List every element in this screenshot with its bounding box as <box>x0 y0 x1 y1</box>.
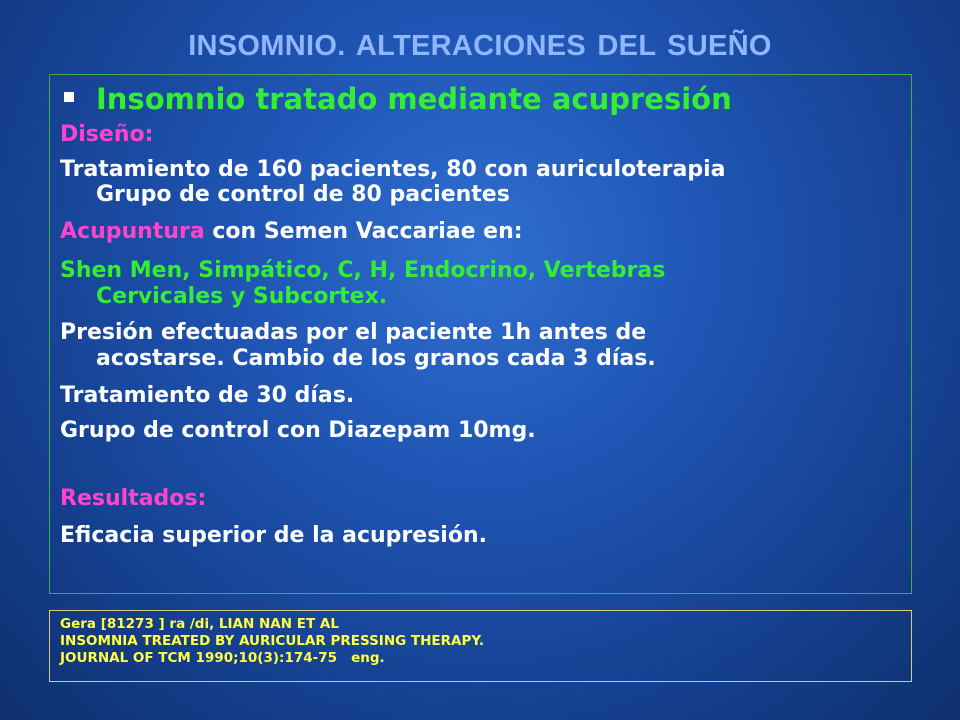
main-heading: Insomnio tratado mediante acupresión <box>96 82 732 116</box>
pressure-line-1: Presión efectuadas por el paciente 1h antes de <box>60 320 647 345</box>
design-label: Diseño: <box>60 122 154 147</box>
results-text: Eficacia superior de la acupresión. <box>60 523 487 548</box>
treatment-line-2: Grupo de control de 80 pacientes <box>96 182 510 207</box>
slide-title: INSOMNIO. ALTERACIONES DEL SUEÑO <box>188 30 772 62</box>
points-line-1: Shen Men, Simpático, C, H, Endocrino, Vertebras <box>60 258 666 283</box>
duration-line: Tratamiento de 30 días. <box>60 383 355 408</box>
reference-line-2: INSOMNIA TREATED BY AURICULAR PRESSING THERAPY. <box>60 633 485 649</box>
reference-box <box>49 610 912 682</box>
reference-line-1: Gera [81273 ] ra /di, LIAN NAN ET AL <box>60 616 339 632</box>
results-label: Resultados: <box>60 486 207 511</box>
square-bullet-icon <box>64 92 74 102</box>
content-box <box>49 74 912 594</box>
acupuncture-rest: con Semen Vaccariae en: <box>204 219 523 244</box>
reference-line-3: JOURNAL OF TCM 1990;10(3):174-75 eng. <box>60 650 385 666</box>
treatment-line-1: Tratamiento de 160 pacientes, 80 con auriculoterapia <box>60 157 726 182</box>
control-line: Grupo de control con Diazepam 10mg. <box>60 418 536 443</box>
points-line-2: Cervicales y Subcortex. <box>96 284 388 309</box>
acupuncture-word: Acupuntura <box>60 219 205 244</box>
acupuncture-line <box>60 218 523 245</box>
pressure-line-2: acostarse. Cambio de los granos cada 3 días. <box>96 346 656 371</box>
